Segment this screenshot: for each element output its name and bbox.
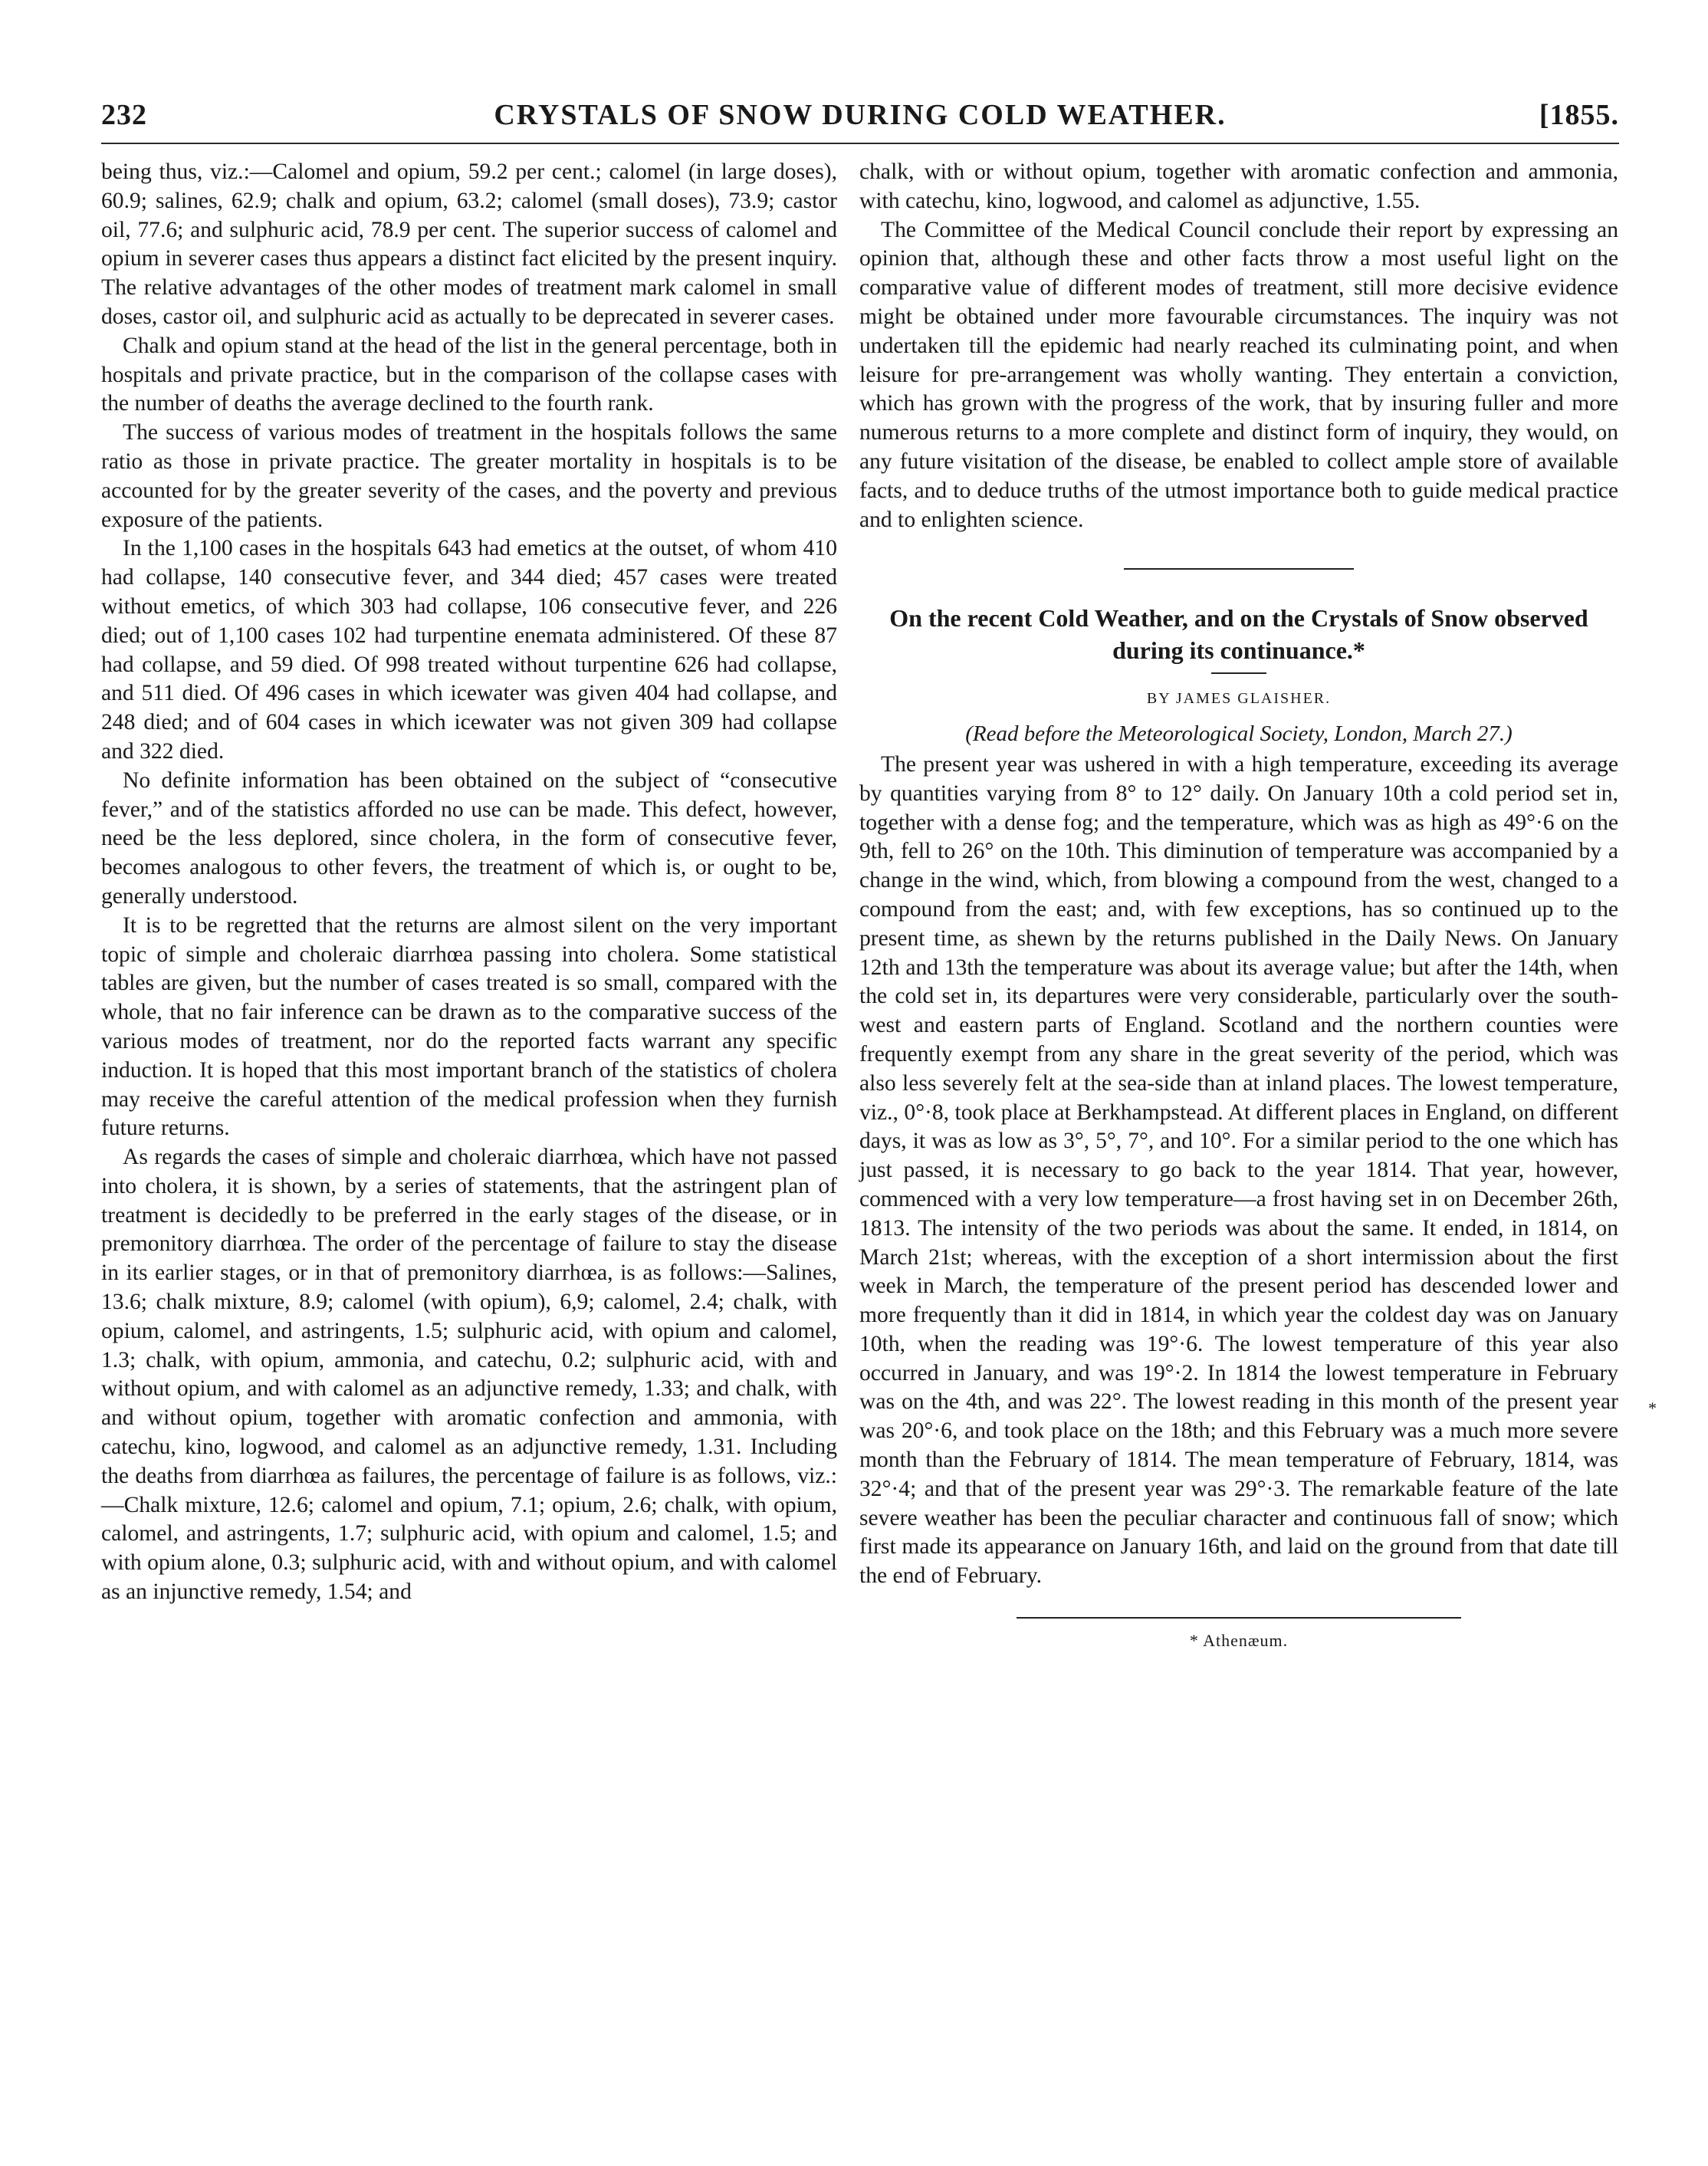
article-body: The present year was ushered in with a high temperature, exceeding its average by quantities varying from 8° to 12° daily. On January 10th a cold period set in, together with a dense fog; and the temperature, which was as high as 49°·6 on the 9th, fell to 26° on the 10th. This diminution of temperature was accompanied by a change in the wind, which, from blowing a compound from the west, changed to a compound from the east; and, with few exceptions, has so continued up to the present time, as shewn by the returns published in the Daily News. On January 12th and 13th the temperature was about its average value; but after the 14th, when the cold set in, its departures were very considerable, particularly over the south-west and eastern parts of England. Scotland and the northern counties were frequently exempt from any share in the great severity of the period, which was also less severely felt at the sea-side than at inland places. The lowest temperature, viz., 0°·8, took place at Berkhampstead. At different places in England, on different days, it was as low as 3°, 5°, 7°, and 10°. For a similar period to the one which has just passed, it is necessary to go back to the year 1814. That year, however, commenced with a very low temperature—a frost having set in on December 26th, 1813. The intensity of the two periods was about the same. It ended, in 1814, on March 21st; whereas, with the exception of a short intermission about the first week in March, the temperature of the present period has descended lower and more frequently than it did in 1814, in which year the coldest day was on January 10th, when the reading was 19°·6. The lowest temperature of this year also occurred in January, and was 19°·2. In 1814 the lowest temperature in February was on the 4th, and was 22°. The lowest reading in this month of the present year was 20°·6, and took place on the 18th; and this February was a much more severe month than the February of 1814. The mean temperature of February, 1814, was 32°·4; and that of the present year was 29°·3. The remarkable feature of the late severe weather has been the peculiar character and continuous fall of snow; which first made its appearance on January 16th, and laid on the ground from that date till the end of February. <box>859 751 1618 1589</box>
footnote: * Athenæum. <box>1189 1631 1289 1651</box>
running-head <box>101 98 1619 136</box>
footnote-rule <box>1017 1617 1461 1619</box>
byline: BY JAMES GLAISHER. <box>1146 690 1332 708</box>
paragraph: No definite information has been obtained on the subject of “consecutive fever,” and of the statistics afforded no use can be made. This defect, however, need be the less deplored, since cholera, in the form of consecutive fever, becomes analogous to other fevers, the treatment of which is, or ought to be, generally understood. <box>101 767 837 909</box>
left-column <box>101 158 837 1607</box>
right-column <box>859 158 1618 1655</box>
paragraph: chalk, with or without opium, together with aromatic confection and ammonia, with catechu, kino, logwood, and calomel as adjunctive, 1.55. <box>859 159 1618 213</box>
running-year: [1855. <box>1539 99 1619 131</box>
margin-mark: * <box>1648 1399 1657 1418</box>
paragraph: being thus, viz.:—Calomel and opium, 59.2 per cent.; calomel (in large doses), 60.9; salines, 62.9; chalk and opium, 63.2; calomel (small doses), 73.9; castor oil, 77.6; and sulphuric acid, 78.9 per cent. The superior success of calomel and opium in severer cases thus appears a distinct fact elicited by the present inquiry. The relative advantages of the other modes of treatment mark calomel in small doses, castor oil, and sulphuric acid as actually to be deprecated in severer cases. <box>101 159 837 329</box>
read-note: (Read before the Meteorological Society, London, March 27.) <box>965 721 1513 747</box>
page-number: 232 <box>101 99 147 131</box>
paragraph: It is to be regretted that the returns are almost silent on the very important topic of simple and choleraic diarrhœa passing into cholera. Some statistical tables are given, but the number of cases treated is so small, compared with the whole, that no fair inference can be drawn as to the comparative success of the various modes of treatment, nor do the reported facts warrant any specific induction. It is hoped that this most important branch of the statistics of cholera may receive the careful attention of the medical profession when they furnish future returns. <box>101 912 837 1141</box>
header-rule <box>101 143 1619 144</box>
title-rule <box>1211 672 1266 674</box>
paragraph: In the 1,100 cases in the hospitals 643 had emetics at the outset, of whom 410 had collapse, 140 consecutive fever, and 344 died; 457 cases were treated without emetics, of which 303 had collapse, 106 consecutive fever, and 226 died; out of 1,100 cases 102 had turpentine enemata administered. Of these 87 had collapse, and 59 died. Of 998 treated without turpentine 626 had collapse, and 511 died. Of 496 cases in which icewater was given 404 had collapse, and 248 died; and of 604 cases in which icewater was not given 309 had collapse and 322 died. <box>101 536 837 764</box>
running-title: CRYSTALS OF SNOW DURING COLD WEATHER. <box>494 99 1227 131</box>
article-title: On the recent Cold Weather, and on the Crystals of Snow observed during its continuance.* <box>889 604 1588 665</box>
paragraph: As regards the cases of simple and choleraic diarrhœa, which have not passed into cholera, it is shown, by a series of statements, that the astringent plan of treatment is decidedly to be preferred in the early stages of the disease, or in premonitory diarrhœa. The order of the percentage of failure to stay the disease in its earlier stages, or in that of premonitory diarrhœa, is as follows:—Salines, 13.6; chalk mixture, 8.9; calomel (with opium), 6,9; calomel, 2.4; chalk, with opium, calomel, and astringents, 1.5; sulphuric acid, with opium and calomel, 1.3; chalk, with opium, ammonia, and catechu, 0.2; sulphuric acid, with and without opium, and with calomel as an adjunctive remedy, 1.33; and chalk, with and without opium, together with aromatic confection and ammonia, with catechu, kino, logwood, and calomel as an adjunctive remedy, 1.31. Including the deaths from diarrhœa as failures, the percentage of failure is as follows, viz.:—Chalk mixture, 12.6; calomel and opium, 7.1; opium, 2.6; chalk, with opium, calomel, and astringents, 1.7; sulphuric acid, with opium and calomel, 1.5; and with opium alone, 0.3; sulphuric acid, with and without opium, and with calomel as an injunctive remedy, 1.54; and <box>101 1145 837 1605</box>
paragraph: The success of various modes of treatment in the hospitals follows the same ratio as those in private practice. The greater mortality in hospitals is to be accounted for by the greater severity of the cases, and the poverty and previous exposure of the patients. <box>101 420 837 532</box>
paragraph: The Committee of the Medical Council conclude their report by expressing an opinion that, although these and other facts throw a most useful light on the comparative value of different modes of treatment, still more decisive evidence might be obtained under more favourable circumstances. The inquiry was not undertaken till the epidemic had nearly reached its culminating point, and when leisure for pre-arrangement was wholly wanting. They entertain a conviction, which has grown with the progress of the work, that by insuring fuller and more numerous returns to a more complete and distinct form of inquiry, they would, on any future visitation of the disease, be enabled to collect ample store of available facts, and to deduce truths of the utmost importance both to guide medical practice and to enlighten science. <box>859 217 1618 532</box>
section-divider <box>1124 568 1354 570</box>
paragraph: Chalk and opium stand at the head of the list in the general percentage, both in hospitals and private practice, but in the comparison of the collapse cases with the number of deaths the average declined to the fourth rank. <box>101 333 837 416</box>
